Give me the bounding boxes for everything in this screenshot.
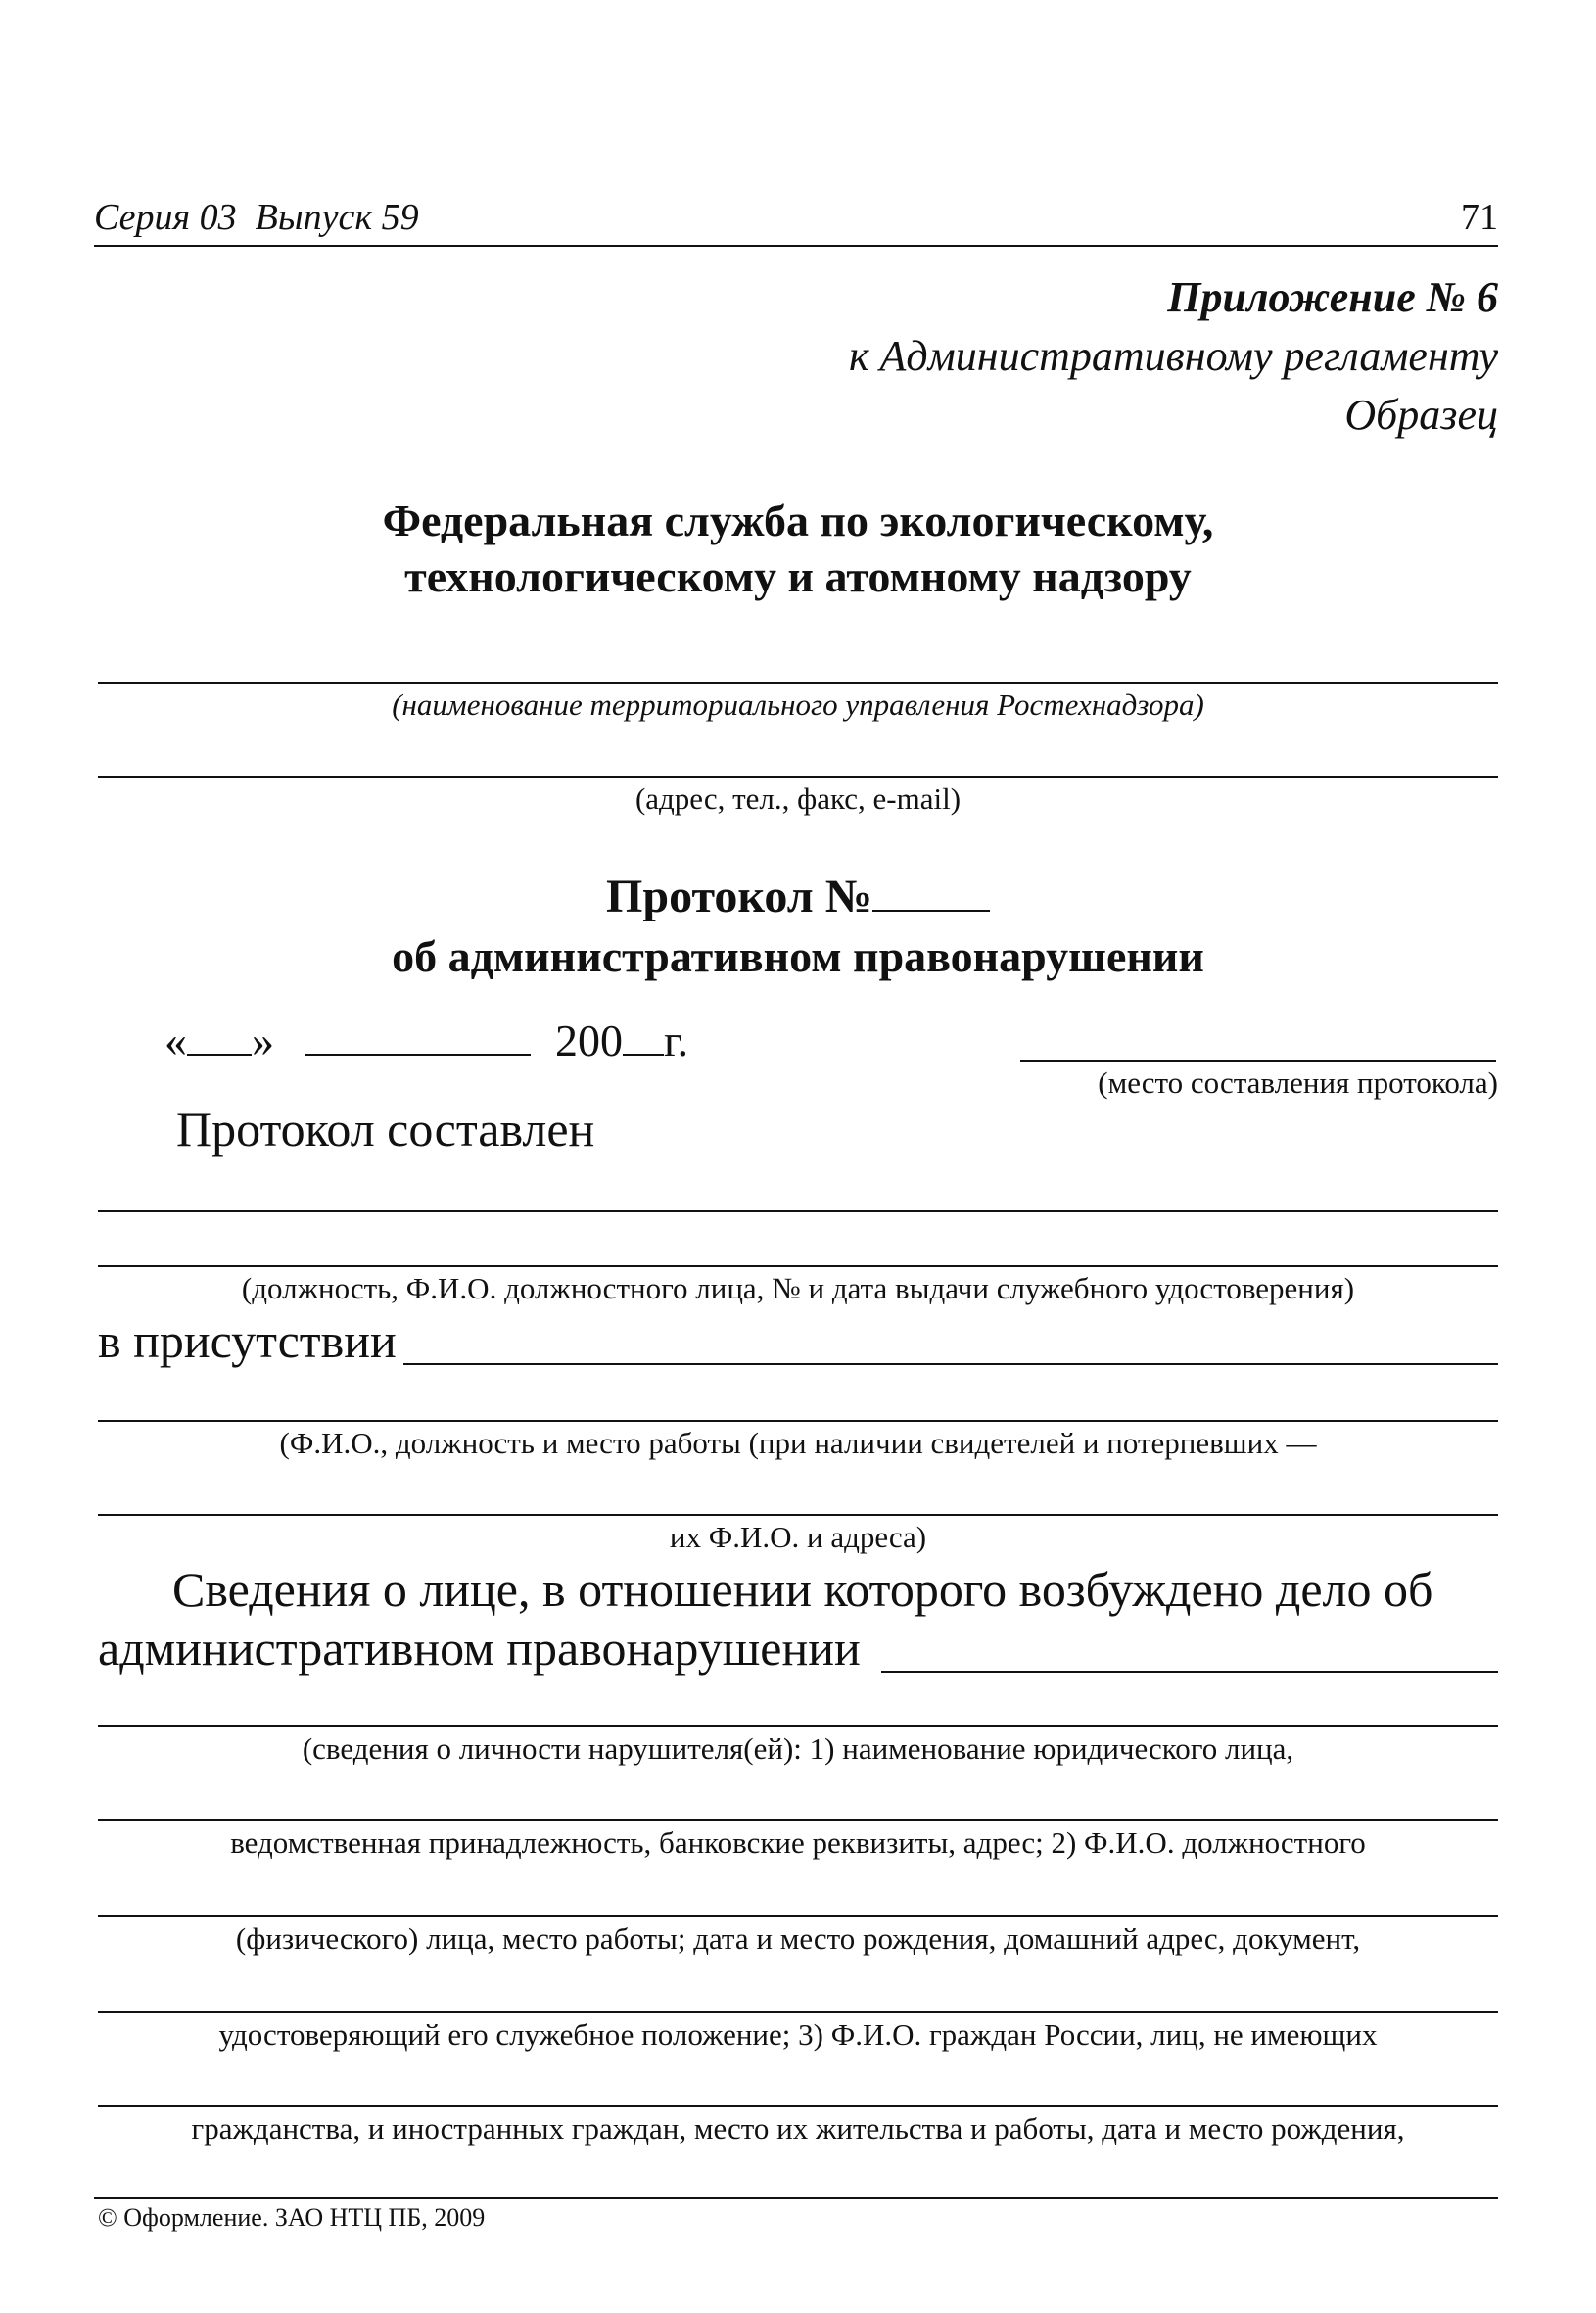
info-heading-2: административном правонарушении (98, 1621, 861, 1676)
month-blank[interactable] (305, 1054, 531, 1056)
series-label: Серия 03 Выпуск 59 (94, 197, 419, 238)
appendix-title: Приложение № 6 (1167, 273, 1498, 321)
protocol-title (196, 870, 1400, 923)
protocol-number-blank[interactable] (872, 910, 990, 912)
composed-line-2 (98, 1265, 1498, 1267)
presence-line (403, 1363, 1498, 1365)
witnesses-caption-2: их Ф.И.О. и адреса) (669, 1520, 927, 1554)
witnesses-line-1 (98, 1420, 1498, 1422)
offender-caption-5: гражданства, и иностранных граждан, место их жительства и работы, дата и место рождения, (191, 2111, 1405, 2146)
offender-caption-2: ведомственная принадлежность, банковские реквизиты, адрес; 2) Ф.И.О. должностного (230, 1825, 1366, 1860)
agency-line-1: Федеральная служба по экологическому, (382, 496, 1214, 545)
info-heading-1: Сведения о лице, в отношении которого возбуждено дело об (172, 1562, 1433, 1617)
witnesses-line-2 (98, 1514, 1498, 1516)
offender-line-1 (98, 1725, 1498, 1727)
appendix-subtitle: к Административному регламенту (848, 332, 1498, 380)
day-blank[interactable] (187, 1054, 252, 1056)
date-close-quote: » (252, 1015, 274, 1065)
info-line (881, 1671, 1498, 1673)
year-prefix: 200 (555, 1015, 623, 1065)
protocol-subtitle: об административном правонарушении (392, 931, 1204, 981)
offender-line-2 (98, 1819, 1498, 1821)
footer-rule (94, 2197, 1498, 2199)
page-number: 71 (1461, 197, 1498, 238)
place-line (1020, 1060, 1496, 1062)
place-caption: (место составления протокола) (1098, 1065, 1498, 1100)
protocol-title-text: Протокол № (606, 871, 872, 922)
date-open-quote: « (164, 1015, 187, 1065)
territorial-caption: (наименование территориального управления Ростехнадзора) (392, 687, 1204, 722)
offender-caption-4: удостоверяющий его служебное положение; 3) Ф.И.О. граждан России, лиц, не имеющих (218, 2017, 1378, 2052)
offender-line-5 (98, 2105, 1498, 2107)
composed-line-1 (98, 1210, 1498, 1212)
offender-line-3 (98, 1915, 1498, 1917)
date-row (164, 1015, 688, 1066)
witnesses-caption-1: (Ф.И.О., должность и место работы (при наличии свидетелей и потерпевших — (279, 1426, 1317, 1460)
address-caption: (адрес, тел., факс, e-mail) (634, 781, 962, 816)
presence-label: в присутствии (98, 1313, 397, 1368)
header-rule (94, 245, 1498, 247)
address-line (98, 776, 1498, 778)
offender-caption-1: (сведения о личности нарушителя(ей): 1) наименование юридического лица, (302, 1731, 1294, 1766)
composed-label: Протокол составлен (176, 1102, 595, 1156)
copyright-text: © Оформление. ЗАО НТЦ ПБ, 2009 (98, 2203, 486, 2232)
offender-caption-3: (физического) лица, место работы; дата и место рождения, домашний адрес, документ, (235, 1921, 1361, 1956)
territorial-line (98, 682, 1498, 684)
year-blank[interactable] (623, 1054, 664, 1056)
offender-line-4 (98, 2011, 1498, 2013)
agency-line-2: технологическому и атомному надзору (404, 551, 1192, 601)
sample-label: Образец (1344, 391, 1498, 439)
year-suffix: г. (664, 1015, 689, 1065)
official-caption: (должность, Ф.И.О. должностного лица, № и дата выдачи служебного удостоверения) (241, 1271, 1355, 1305)
